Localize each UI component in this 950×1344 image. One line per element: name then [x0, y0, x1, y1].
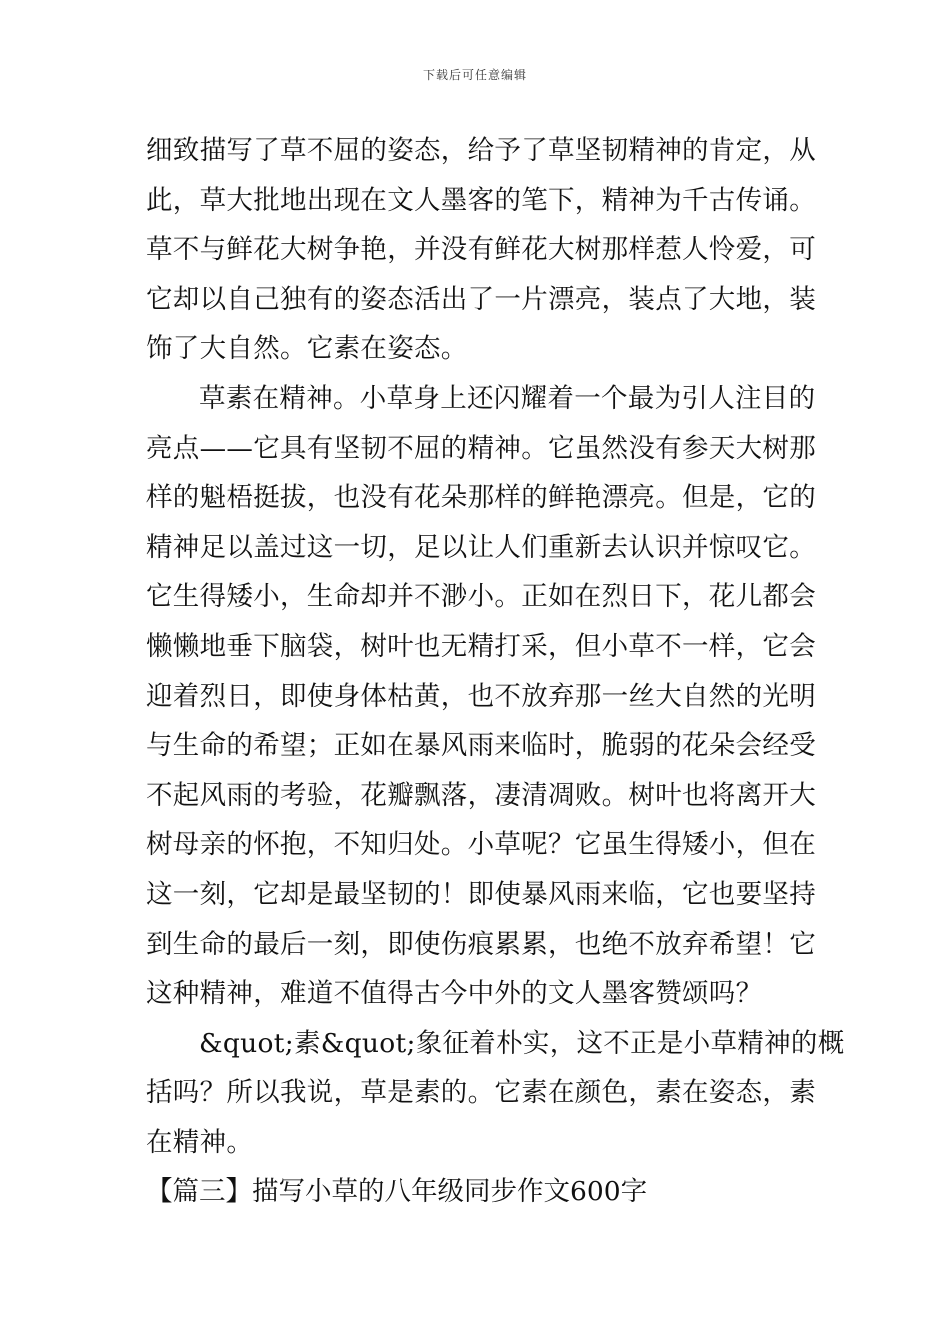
text-line: 亮点——它具有坚韧不屈的精神。它虽然没有参天大树那	[146, 432, 816, 464]
text-line: 到生命的最后一刻，即使伤痕累累，也绝不放弃希望！它	[146, 928, 816, 960]
text-line: 与生命的希望；正如在暴风雨来临时，脆弱的花朵会经受	[146, 730, 816, 762]
section-heading: 【篇三】描写小草的八年级同步作文600字	[146, 1176, 648, 1208]
text-line: 精神足以盖过这一切，足以让人们重新去认识并惊叹它。	[146, 531, 816, 563]
text-line: 这一刻，它却是最坚韧的！即使暴风雨来临，它也要坚持	[146, 878, 816, 910]
text-line: 草不与鲜花大树争艳，并没有鲜花大树那样惹人怜爱，可	[146, 234, 816, 266]
text-line: 此，草大批地出现在文人墨客的笔下，精神为千古传诵。	[146, 184, 816, 216]
text-line: 不起风雨的考验，花瓣飘落，凄清凋败。树叶也将离开大	[146, 779, 816, 811]
text-line: 这种精神，难道不值得古今中外的文人墨客赞颂吗？	[146, 978, 763, 1010]
text-line: 草素在精神。小草身上还闪耀着一个最为引人注目的	[199, 382, 816, 414]
text-line: 样的魁梧挺拔，也没有花朵那样的鲜艳漂亮。但是，它的	[146, 482, 816, 514]
text-line: 细致描写了草不屈的姿态，给予了草坚韧精神的肯定，从	[146, 135, 816, 166]
text-line: 树母亲的怀抱，不知归处。小草呢？它虽生得矮小，但在	[146, 829, 816, 861]
text-line: 它却以自己独有的姿态活出了一片漂亮，装点了大地，装	[146, 283, 816, 315]
text-line: 在精神。	[146, 1126, 254, 1158]
text-line: 懒懒地垂下脑袋，树叶也无精打采，但小草不一样，它会	[146, 630, 816, 662]
text-line: 饰了大自然。它素在姿态。	[146, 333, 468, 365]
text-line: 迎着烈日，即使身体枯黄，也不放弃那一丝大自然的光明	[146, 680, 816, 712]
body-text	[146, 126, 845, 1217]
text-line: 它生得矮小，生命却并不渺小。正如在烈日下，花儿都会	[146, 581, 816, 613]
text-line: &quot;素&quot;象征着朴实，这不正是小草精神的概	[199, 1027, 845, 1059]
text-line: 括吗？所以我说，草是素的。它素在颜色，素在姿态，素	[146, 1077, 816, 1109]
page-header: 下载后可任意编辑	[422, 68, 527, 82]
